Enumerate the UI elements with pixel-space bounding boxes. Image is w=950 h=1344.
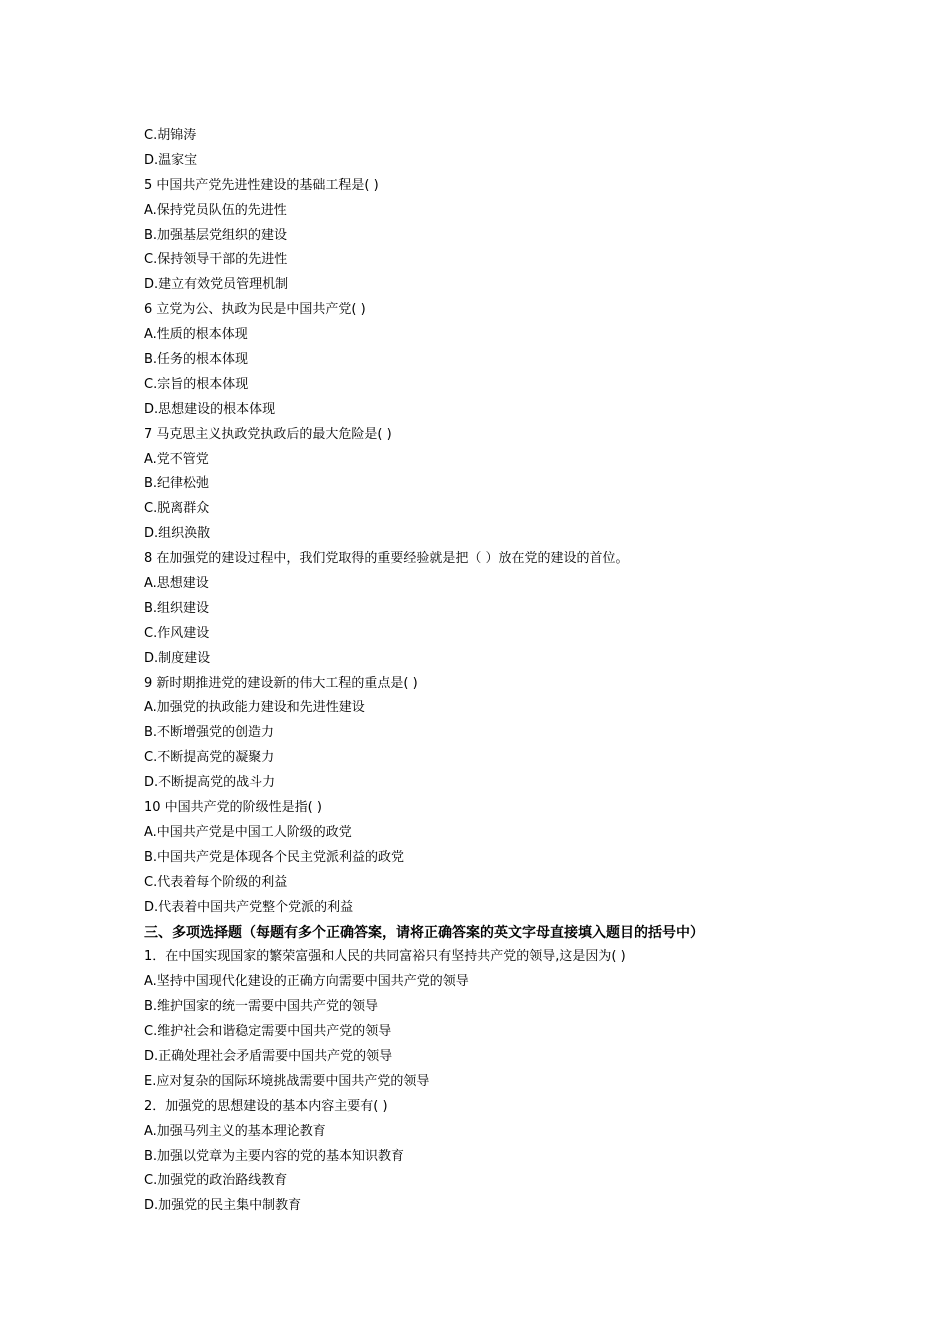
question-line: 9 新时期推进党的建设新的伟大工程的重点是( ) <box>144 675 418 691</box>
option-line: A.党不管党 <box>144 451 209 467</box>
option-line: D.建立有效党员管理机制 <box>144 277 289 293</box>
question-line: 5 中国共产党先进性建设的基础工程是( ) <box>144 177 379 193</box>
option-line: A.加强马列主义的基本理论教育 <box>144 1123 326 1139</box>
option-line: B.任务的根本体现 <box>144 352 249 368</box>
option-line: D.加强党的民主集中制教育 <box>144 1198 302 1214</box>
question-line: 8 在加强党的建设过程中，我们党取得的重要经验就是把（ ）放在党的建设的首位。 <box>144 551 629 567</box>
option-line: A.保持党员队伍的先进性 <box>144 202 287 218</box>
option-line: A.坚持中国现代化建设的正确方向需要中国共产党的领导 <box>144 974 469 990</box>
option-line: D.不断提高党的战斗力 <box>144 775 276 791</box>
option-line: A.中国共产党是中国工人阶级的政党 <box>144 824 352 840</box>
option-line: B.组织建设 <box>144 600 210 616</box>
option-line: B.不断增强党的创造力 <box>144 725 275 741</box>
option-line: C.维护社会和谐稳定需要中国共产党的领导 <box>144 1024 392 1040</box>
option-line: A.加强党的执政能力建设和先进性建设 <box>144 700 365 716</box>
option-line: D.温家宝 <box>144 152 198 168</box>
option-line: C.胡锦涛 <box>144 128 197 143</box>
question-line: 10 中国共产党的阶级性是指( ) <box>144 800 322 816</box>
option-line: B.中国共产党是体现各个民主党派利益的政党 <box>144 849 405 865</box>
option-line: B.加强以党章为主要内容的党的基本知识教育 <box>144 1148 405 1164</box>
option-line: C.脱离群众 <box>144 501 210 517</box>
option-line: A.思想建设 <box>144 576 209 592</box>
option-line: C.作风建设 <box>144 625 210 641</box>
option-line: D.代表着中国共产党整个党派的利益 <box>144 899 354 915</box>
option-line: D.制度建设 <box>144 650 211 666</box>
option-line: C.代表着每个阶级的利益 <box>144 874 288 890</box>
option-line: B.维护国家的统一需要中国共产党的领导 <box>144 999 379 1015</box>
option-line: B.加强基层党组织的建设 <box>144 227 288 243</box>
option-line: C.保持领导干部的先进性 <box>144 252 288 268</box>
question-line: 2．加强党的思想建设的基本内容主要有( ) <box>144 1098 388 1114</box>
option-line: C.宗旨的根本体现 <box>144 376 249 392</box>
section-heading: 三、多项选择题（每题有多个正确答案，请将正确答案的英文字母直接填入题目的括号中） <box>144 924 704 941</box>
option-line: C.加强党的政治路线教育 <box>144 1173 288 1189</box>
option-line: B.纪律松弛 <box>144 476 210 492</box>
option-line: A.性质的根本体现 <box>144 327 248 343</box>
question-line: 7 马克思主义执政党执政后的最大危险是( ) <box>144 426 392 442</box>
option-line: D.组织涣散 <box>144 526 211 542</box>
option-line: C.不断提高党的凝聚力 <box>144 750 275 766</box>
option-line: E.应对复杂的国际环境挑战需要中国共产党的领导 <box>144 1073 430 1089</box>
question-line: 6 立党为公、执政为民是中国共产党( ) <box>144 302 366 318</box>
option-line: D.思想建设的根本体现 <box>144 401 276 417</box>
question-line: 1．在中国实现国家的繁荣富强和人民的共同富裕只有坚持共产党的领导,这是因为( ) <box>144 949 626 965</box>
option-line: D.正确处理社会矛盾需要中国共产党的领导 <box>144 1048 393 1064</box>
exam-text-body <box>144 124 824 1219</box>
